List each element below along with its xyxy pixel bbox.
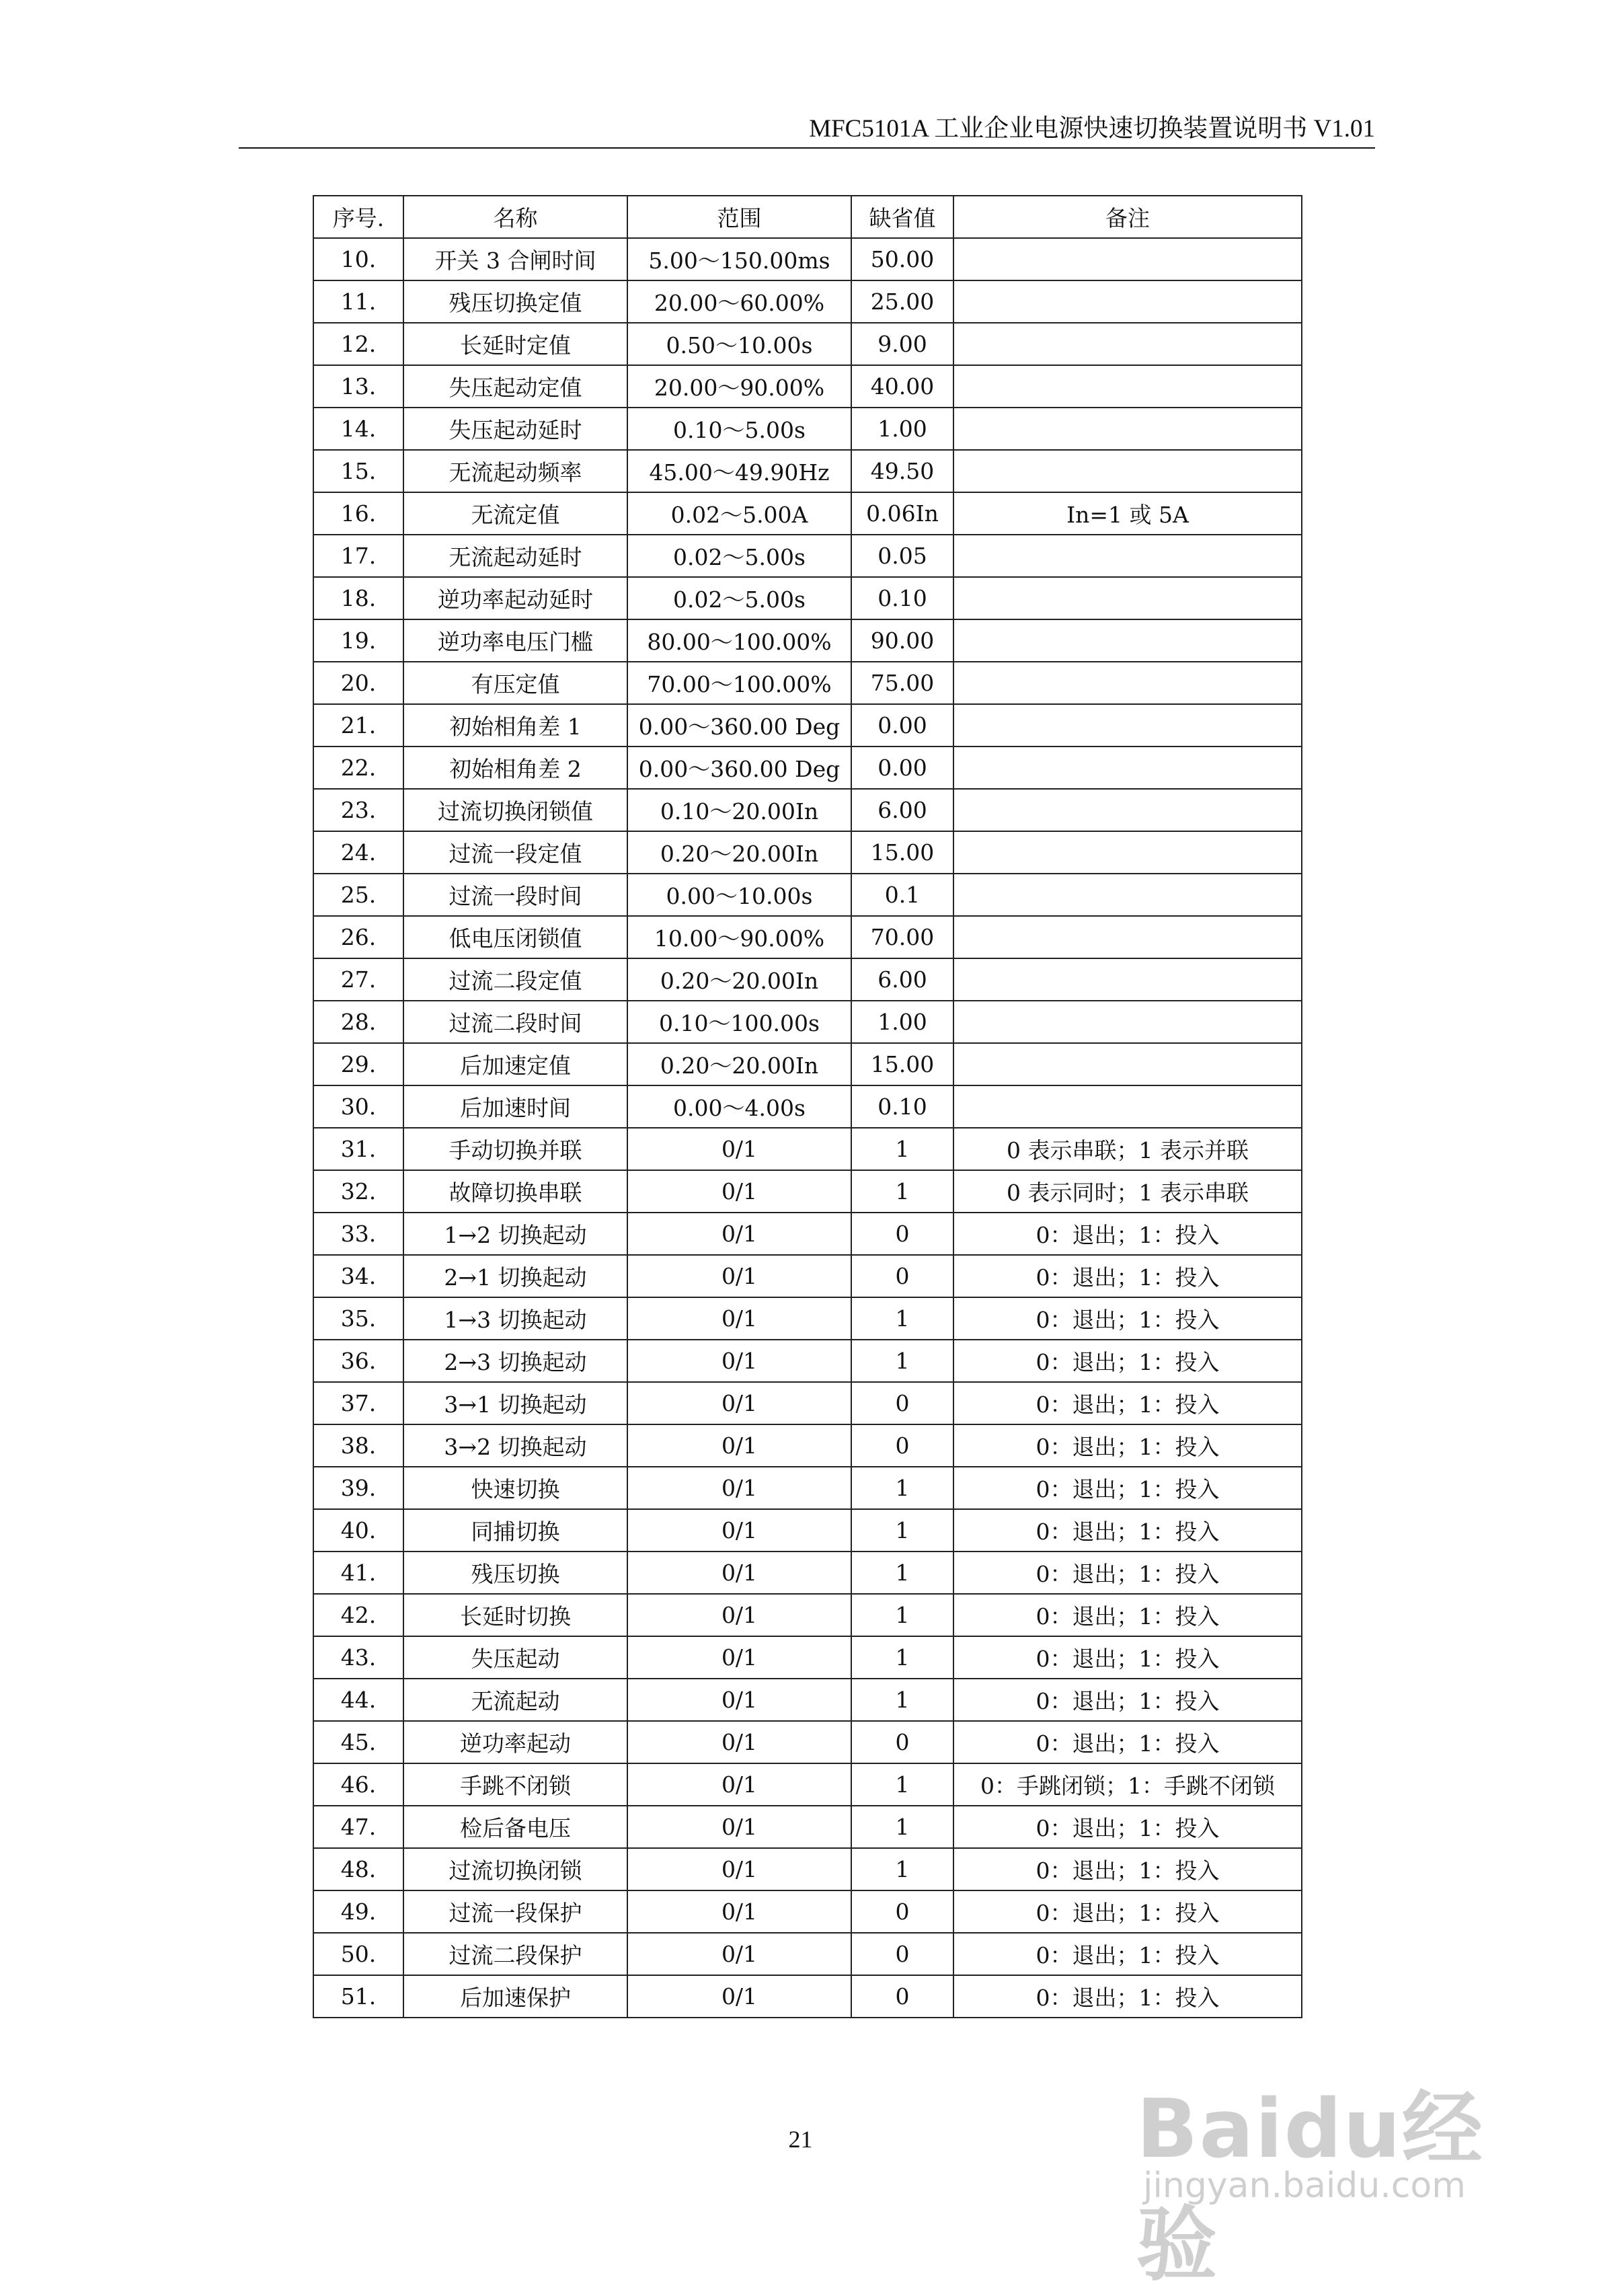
cell-range: 0/1 — [627, 1975, 851, 2018]
cell-range: 0/1 — [627, 1763, 851, 1806]
cell-remark: In=1 或 5A — [953, 492, 1302, 535]
cell-range: 20.00～90.00% — [627, 365, 851, 408]
cell-name: 失压起动定值 — [403, 365, 627, 408]
cell-range: 0/1 — [627, 1297, 851, 1340]
cell-default: 0.00 — [851, 747, 953, 789]
cell-range: 0.00～360.00 Deg — [627, 747, 851, 789]
cell-range: 0.02～5.00A — [627, 492, 851, 535]
cell-remark: 0：退出；1：投入 — [953, 1848, 1302, 1890]
cell-remark — [953, 1085, 1302, 1128]
cell-default: 0 — [851, 1933, 953, 1975]
cell-index: 28. — [313, 1001, 403, 1043]
table-row — [313, 619, 1302, 662]
cell-range: 0.20～20.00In — [627, 1043, 851, 1085]
table-row — [313, 1085, 1302, 1128]
cell-default: 1 — [851, 1467, 953, 1509]
cell-remark: 0：退出；1：投入 — [953, 1806, 1302, 1848]
table-row — [313, 747, 1302, 789]
table-row — [313, 1763, 1302, 1806]
cell-remark — [953, 916, 1302, 958]
table-row — [313, 958, 1302, 1001]
cell-name: 后加速定值 — [403, 1043, 627, 1085]
cell-index: 41. — [313, 1552, 403, 1594]
cell-name: 2→3 切换起动 — [403, 1340, 627, 1382]
cell-default: 75.00 — [851, 662, 953, 704]
cell-index: 18. — [313, 577, 403, 619]
watermark-logo: Baidu经验 — [1136, 2083, 1484, 2292]
cell-default: 0 — [851, 1890, 953, 1933]
cell-default: 1 — [851, 1679, 953, 1721]
cell-range: 0.10～20.00In — [627, 789, 851, 831]
cell-index: 36. — [313, 1340, 403, 1382]
cell-name: 快速切换 — [403, 1467, 627, 1509]
cell-name: 长延时定值 — [403, 323, 627, 365]
column-header-remark: 备注 — [953, 196, 1302, 238]
cell-default: 1 — [851, 1848, 953, 1890]
cell-range: 0/1 — [627, 1848, 851, 1890]
cell-remark — [953, 1001, 1302, 1043]
table-row — [313, 831, 1302, 874]
cell-name: 后加速时间 — [403, 1085, 627, 1128]
cell-range: 0/1 — [627, 1679, 851, 1721]
cell-remark — [953, 408, 1302, 450]
cell-name: 逆功率电压门槛 — [403, 619, 627, 662]
cell-default: 0 — [851, 1255, 953, 1297]
column-header-index: 序号. — [313, 196, 403, 238]
table-row — [313, 408, 1302, 450]
cell-index: 50. — [313, 1933, 403, 1975]
cell-remark — [953, 1043, 1302, 1085]
cell-name: 2→1 切换起动 — [403, 1255, 627, 1297]
cell-index: 48. — [313, 1848, 403, 1890]
cell-range: 0/1 — [627, 1340, 851, 1382]
cell-index: 29. — [313, 1043, 403, 1085]
cell-default: 0 — [851, 1975, 953, 2018]
cell-name: 过流二段时间 — [403, 1001, 627, 1043]
cell-index: 24. — [313, 831, 403, 874]
cell-name: 低电压闭锁值 — [403, 916, 627, 958]
cell-name: 开关 3 合闸时间 — [403, 238, 627, 280]
cell-range: 5.00～150.00ms — [627, 238, 851, 280]
cell-index: 32. — [313, 1170, 403, 1213]
cell-default: 1 — [851, 1509, 953, 1552]
table-row — [313, 704, 1302, 747]
cell-name: 1→3 切换起动 — [403, 1297, 627, 1340]
cell-range: 0.02～5.00s — [627, 535, 851, 577]
cell-default: 25.00 — [851, 280, 953, 323]
cell-name: 残压切换定值 — [403, 280, 627, 323]
cell-range: 0/1 — [627, 1594, 851, 1636]
cell-index: 37. — [313, 1382, 403, 1424]
cell-range: 0/1 — [627, 1128, 851, 1170]
table-row — [313, 1382, 1302, 1424]
cell-index: 40. — [313, 1509, 403, 1552]
cell-remark — [953, 789, 1302, 831]
table-row — [313, 238, 1302, 280]
table-row — [313, 1636, 1302, 1679]
table-row — [313, 1594, 1302, 1636]
cell-range: 0/1 — [627, 1213, 851, 1255]
cell-index: 11. — [313, 280, 403, 323]
cell-name: 故障切换串联 — [403, 1170, 627, 1213]
cell-default: 70.00 — [851, 916, 953, 958]
cell-name: 过流一段时间 — [403, 874, 627, 916]
cell-index: 38. — [313, 1424, 403, 1467]
cell-remark — [953, 662, 1302, 704]
cell-name: 过流二段定值 — [403, 958, 627, 1001]
cell-remark: 0：退出；1：投入 — [953, 1255, 1302, 1297]
table-row — [313, 577, 1302, 619]
cell-remark: 0：退出；1：投入 — [953, 1213, 1302, 1255]
table-row — [313, 1975, 1302, 2018]
cell-name: 有压定值 — [403, 662, 627, 704]
cell-remark: 0：退出；1：投入 — [953, 1297, 1302, 1340]
cell-range: 0/1 — [627, 1721, 851, 1763]
cell-name: 无流起动延时 — [403, 535, 627, 577]
cell-range: 0.00～4.00s — [627, 1085, 851, 1128]
cell-default: 0.1 — [851, 874, 953, 916]
cell-name: 手动切换并联 — [403, 1128, 627, 1170]
cell-index: 14. — [313, 408, 403, 450]
table-row — [313, 1721, 1302, 1763]
cell-remark — [953, 238, 1302, 280]
table-row — [313, 1933, 1302, 1975]
cell-default: 40.00 — [851, 365, 953, 408]
cell-range: 10.00～90.00% — [627, 916, 851, 958]
cell-index: 25. — [313, 874, 403, 916]
table-row — [313, 1509, 1302, 1552]
cell-default: 0.05 — [851, 535, 953, 577]
cell-remark — [953, 831, 1302, 874]
cell-index: 21. — [313, 704, 403, 747]
cell-range: 70.00～100.00% — [627, 662, 851, 704]
cell-index: 12. — [313, 323, 403, 365]
cell-index: 27. — [313, 958, 403, 1001]
cell-range: 0/1 — [627, 1424, 851, 1467]
table-row — [313, 1848, 1302, 1890]
cell-index: 17. — [313, 535, 403, 577]
cell-name: 逆功率起动 — [403, 1721, 627, 1763]
cell-remark — [953, 874, 1302, 916]
cell-default: 1.00 — [851, 408, 953, 450]
baidu-jingyan-watermark — [1136, 2065, 1513, 2292]
cell-index: 34. — [313, 1255, 403, 1297]
cell-default: 0 — [851, 1213, 953, 1255]
table-row — [313, 450, 1302, 492]
cell-default: 1 — [851, 1594, 953, 1636]
cell-remark: 0：退出；1：投入 — [953, 1721, 1302, 1763]
cell-index: 30. — [313, 1085, 403, 1128]
table-row — [313, 1806, 1302, 1848]
cell-range: 0/1 — [627, 1552, 851, 1594]
cell-name: 逆功率起动延时 — [403, 577, 627, 619]
cell-range: 0/1 — [627, 1806, 851, 1848]
table-row — [313, 1255, 1302, 1297]
cell-remark: 0：退出；1：投入 — [953, 1467, 1302, 1509]
cell-remark: 0：退出；1：投入 — [953, 1975, 1302, 2018]
cell-name: 失压起动延时 — [403, 408, 627, 450]
cell-index: 20. — [313, 662, 403, 704]
cell-range: 0/1 — [627, 1890, 851, 1933]
table-row — [313, 1340, 1302, 1382]
watermark-url: jingyan.baidu.com — [1143, 2166, 1466, 2206]
cell-remark: 0：退出；1：投入 — [953, 1340, 1302, 1382]
table-row — [313, 1679, 1302, 1721]
cell-name: 3→2 切换起动 — [403, 1424, 627, 1467]
cell-default: 1 — [851, 1763, 953, 1806]
cell-default: 49.50 — [851, 450, 953, 492]
cell-remark: 0：退出；1：投入 — [953, 1679, 1302, 1721]
table-row — [313, 1890, 1302, 1933]
cell-default: 1 — [851, 1297, 953, 1340]
header-divider — [239, 147, 1375, 149]
cell-index: 10. — [313, 238, 403, 280]
cell-remark: 0：退出；1：投入 — [953, 1382, 1302, 1424]
cell-range: 0.50～10.00s — [627, 323, 851, 365]
cell-remark: 0：退出；1：投入 — [953, 1424, 1302, 1467]
cell-remark: 0：退出；1：投入 — [953, 1552, 1302, 1594]
cell-default: 6.00 — [851, 789, 953, 831]
cell-range: 45.00～49.90Hz — [627, 450, 851, 492]
cell-range: 0/1 — [627, 1933, 851, 1975]
page-header-title: MFC5101A 工业企业电源快速切换装置说明书 V1.01 — [809, 115, 1375, 143]
cell-index: 46. — [313, 1763, 403, 1806]
table-row — [313, 789, 1302, 831]
parameter-table — [313, 195, 1302, 2018]
table-row — [313, 1170, 1302, 1213]
page-number: 21 — [788, 2126, 813, 2153]
cell-default: 15.00 — [851, 831, 953, 874]
table-row — [313, 1552, 1302, 1594]
cell-default: 90.00 — [851, 619, 953, 662]
cell-remark — [953, 704, 1302, 747]
table-row — [313, 874, 1302, 916]
cell-index: 19. — [313, 619, 403, 662]
column-header-name: 名称 — [403, 196, 627, 238]
cell-index: 31. — [313, 1128, 403, 1170]
cell-index: 39. — [313, 1467, 403, 1509]
table-row — [313, 662, 1302, 704]
cell-name: 同捕切换 — [403, 1509, 627, 1552]
cell-default: 1 — [851, 1806, 953, 1848]
cell-index: 49. — [313, 1890, 403, 1933]
cell-default: 1 — [851, 1340, 953, 1382]
cell-name: 初始相角差 1 — [403, 704, 627, 747]
cell-remark — [953, 577, 1302, 619]
cell-index: 22. — [313, 747, 403, 789]
cell-name: 过流切换闭锁 — [403, 1848, 627, 1890]
cell-default: 50.00 — [851, 238, 953, 280]
cell-index: 35. — [313, 1297, 403, 1340]
cell-index: 33. — [313, 1213, 403, 1255]
table-row — [313, 365, 1302, 408]
cell-range: 0.10～5.00s — [627, 408, 851, 450]
cell-index: 45. — [313, 1721, 403, 1763]
cell-range: 0/1 — [627, 1467, 851, 1509]
cell-default: 6.00 — [851, 958, 953, 1001]
cell-name: 过流切换闭锁值 — [403, 789, 627, 831]
cell-index: 16. — [313, 492, 403, 535]
cell-remark: 0：退出；1：投入 — [953, 1594, 1302, 1636]
cell-remark: 0：退出；1：投入 — [953, 1890, 1302, 1933]
cell-name: 过流一段定值 — [403, 831, 627, 874]
cell-default: 9.00 — [851, 323, 953, 365]
cell-name: 长延时切换 — [403, 1594, 627, 1636]
cell-remark — [953, 535, 1302, 577]
cell-name: 3→1 切换起动 — [403, 1382, 627, 1424]
table-row — [313, 1424, 1302, 1467]
column-header-range: 范围 — [627, 196, 851, 238]
cell-name: 后加速保护 — [403, 1975, 627, 2018]
cell-default: 15.00 — [851, 1043, 953, 1085]
table-row — [313, 323, 1302, 365]
table-row — [313, 916, 1302, 958]
cell-index: 15. — [313, 450, 403, 492]
cell-remark: 0 表示串联；1 表示并联 — [953, 1128, 1302, 1170]
cell-range: 0.00～360.00 Deg — [627, 704, 851, 747]
cell-range: 0.00～10.00s — [627, 874, 851, 916]
table-row — [313, 535, 1302, 577]
cell-remark — [953, 747, 1302, 789]
cell-range: 20.00～60.00% — [627, 280, 851, 323]
table-row — [313, 1467, 1302, 1509]
cell-range: 0.20～20.00In — [627, 958, 851, 1001]
cell-range: 0/1 — [627, 1255, 851, 1297]
cell-default: 1 — [851, 1128, 953, 1170]
cell-remark: 0 表示同时；1 表示串联 — [953, 1170, 1302, 1213]
cell-remark: 0：退出；1：投入 — [953, 1933, 1302, 1975]
table-row — [313, 1297, 1302, 1340]
cell-default: 0 — [851, 1382, 953, 1424]
cell-name: 无流起动频率 — [403, 450, 627, 492]
cell-range: 80.00～100.00% — [627, 619, 851, 662]
table-header-row — [313, 196, 1302, 238]
cell-range: 0.10～100.00s — [627, 1001, 851, 1043]
cell-default: 0.10 — [851, 1085, 953, 1128]
cell-name: 无流定值 — [403, 492, 627, 535]
cell-remark: 0：手跳闭锁；1：手跳不闭锁 — [953, 1763, 1302, 1806]
cell-remark — [953, 365, 1302, 408]
cell-remark — [953, 958, 1302, 1001]
cell-range: 0.20～20.00In — [627, 831, 851, 874]
cell-default: 0 — [851, 1424, 953, 1467]
cell-index: 26. — [313, 916, 403, 958]
cell-default: 0.06In — [851, 492, 953, 535]
cell-range: 0/1 — [627, 1382, 851, 1424]
cell-default: 0 — [851, 1721, 953, 1763]
cell-remark: 0：退出；1：投入 — [953, 1636, 1302, 1679]
table-row — [313, 1043, 1302, 1085]
cell-default: 1 — [851, 1552, 953, 1594]
cell-index: 42. — [313, 1594, 403, 1636]
cell-index: 47. — [313, 1806, 403, 1848]
cell-index: 13. — [313, 365, 403, 408]
cell-remark: 0：退出；1：投入 — [953, 1509, 1302, 1552]
table-row — [313, 280, 1302, 323]
cell-range: 0.02～5.00s — [627, 577, 851, 619]
cell-name: 1→2 切换起动 — [403, 1213, 627, 1255]
cell-range: 0/1 — [627, 1170, 851, 1213]
cell-remark — [953, 280, 1302, 323]
cell-name: 失压起动 — [403, 1636, 627, 1679]
cell-range: 0/1 — [627, 1509, 851, 1552]
cell-range: 0/1 — [627, 1636, 851, 1679]
cell-name: 过流二段保护 — [403, 1933, 627, 1975]
cell-default: 0.10 — [851, 577, 953, 619]
cell-name: 检后备电压 — [403, 1806, 627, 1848]
table-row — [313, 1001, 1302, 1043]
cell-name: 残压切换 — [403, 1552, 627, 1594]
cell-name: 过流一段保护 — [403, 1890, 627, 1933]
cell-index: 51. — [313, 1975, 403, 2018]
cell-default: 1 — [851, 1170, 953, 1213]
cell-name: 初始相角差 2 — [403, 747, 627, 789]
cell-remark — [953, 323, 1302, 365]
cell-name: 手跳不闭锁 — [403, 1763, 627, 1806]
cell-default: 0.00 — [851, 704, 953, 747]
table-row — [313, 492, 1302, 535]
column-header-default: 缺省值 — [851, 196, 953, 238]
cell-remark — [953, 619, 1302, 662]
table-body — [313, 238, 1302, 2018]
table-row — [313, 1213, 1302, 1255]
cell-index: 43. — [313, 1636, 403, 1679]
cell-index: 44. — [313, 1679, 403, 1721]
table-row — [313, 1128, 1302, 1170]
cell-index: 23. — [313, 789, 403, 831]
cell-remark — [953, 450, 1302, 492]
cell-name: 无流起动 — [403, 1679, 627, 1721]
cell-default: 1.00 — [851, 1001, 953, 1043]
cell-default: 1 — [851, 1636, 953, 1679]
